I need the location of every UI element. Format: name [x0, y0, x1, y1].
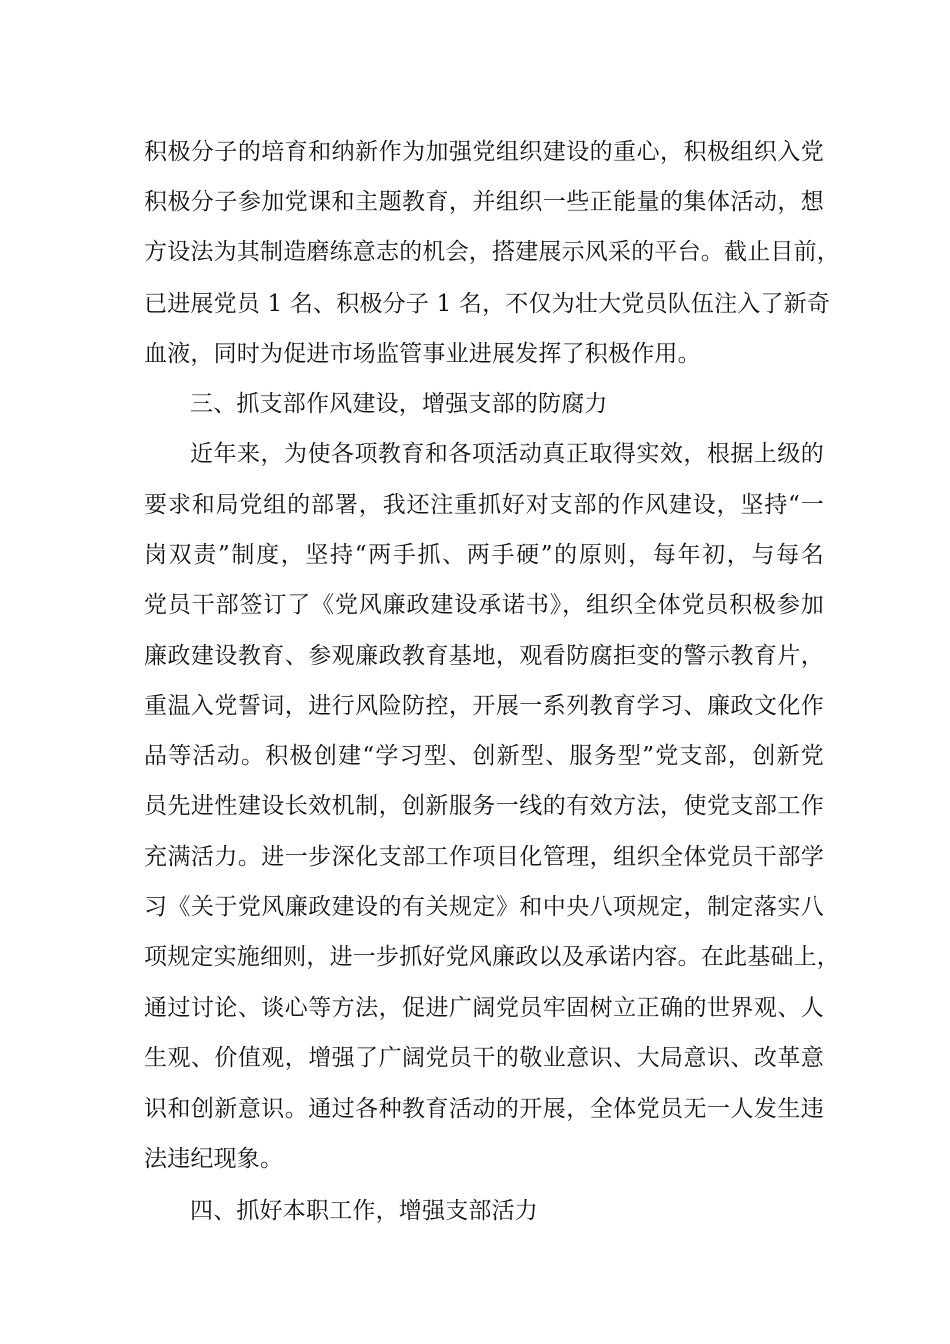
body-text-line: 廉政建设教育、参观廉政教育基地，观看防腐拒变的警示教育片， — [144, 643, 824, 669]
body-text-line: 重温入党誓词，进行风险防控，开展一系列教育学习、廉政文化作 — [144, 693, 824, 719]
body-text-line: 近年来，为使各项教育和各项活动真正取得实效，根据上级的 — [190, 441, 824, 467]
body-text-line: 血液，同时为促进市场监管事业进展发挥了积极作用。 — [144, 341, 701, 367]
section-heading: 三、抓支部作风建设，增强支部的防腐力 — [190, 391, 608, 417]
body-text-line: 方设法为其制造磨练意志的机会，搭建展示风采的平台。截止目前， — [144, 239, 840, 265]
body-text-line: 品等活动。积极创建“学习型、创新型、服务型”党支部，创新党 — [144, 743, 824, 769]
body-text-line: 生观、价值观，增强了广阔党员干的敬业意识、大局意识、改革意 — [144, 1045, 824, 1071]
body-text-line: 识和创新意识。通过各种教育活动的开展，全体党员无一人发生违 — [144, 1096, 824, 1122]
body-text-line: 党员干部签订了《党风廉政建设承诺书》，组织全体党员积极参加 — [144, 592, 824, 618]
body-text-line: 岗双责”制度，坚持“两手抓、两手硬”的原则，每年初，与每名 — [144, 542, 824, 568]
body-text-line: 通过讨论、谈心等方法，促进广阔党员牢固树立正确的世界观、人 — [144, 995, 824, 1021]
body-text-line: 充满活力。进一步深化支部工作项目化管理，组织全体党员干部学 — [144, 844, 824, 870]
body-text-line: 项规定实施细则，进一步抓好党风廉政以及承诺内容。在此基础上， — [144, 944, 840, 970]
body-text-line: 法违纪现象。 — [144, 1146, 284, 1172]
body-text-line: 员先进性建设长效机制，创新服务一线的有效方法，使党支部工作 — [144, 793, 824, 819]
body-text-line: 积极分子参加党课和主题教育，并组织一些正能量的集体活动，想 — [144, 189, 824, 215]
body-text-line: 习《关于党风廉政建设的有关规定》和中央八项规定，制定落实八 — [144, 894, 824, 920]
body-text-line: 要求和局党组的部署，我还注重抓好对支部的作风建设，坚持“一 — [144, 492, 824, 518]
section-heading: 四、抓好本职工作，增强支部活力 — [190, 1198, 538, 1224]
body-text-line: 已进展党员 1 名、积极分子 1 名，不仅为壮大党员队伍注入了新奇 — [144, 291, 831, 317]
body-text-line: 积极分子的培育和纳新作为加强党组织建设的重心，积极组织入党 — [144, 139, 824, 165]
